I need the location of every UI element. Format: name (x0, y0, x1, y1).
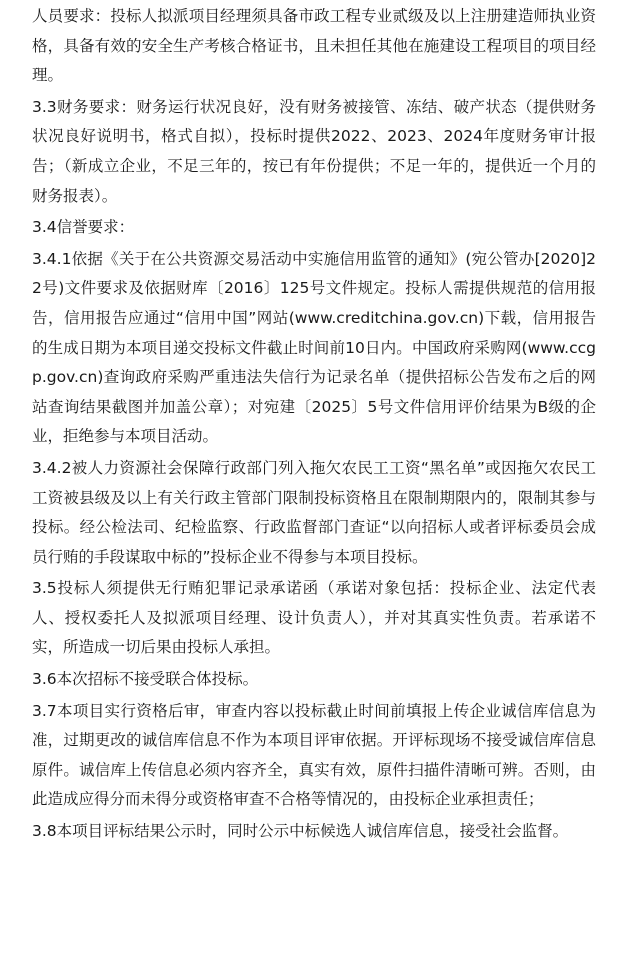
paragraph-3-4-credit-requirements: 3.4信誉要求： (32, 218, 135, 237)
paragraph-3-4-2-blacklist: 3.4.2被人力资源社会保障行政部门列入拖欠农民工工资“黑名单”或因拖欠农民工工资被县级及以上有关行政主管部门限制投标资格且在限制期限内的，限制其参与投标。经公检法司、纪检监察、行政监督部门查证“以向招标人或者评标委员会成员行贿的手段谋取中标的”投标企业不得参与本项目投标。 (32, 458, 596, 566)
paragraph-3-6-no-consortium: 3.6本次招标不接受联合体投标。 (32, 670, 259, 689)
paragraph-3-4-1-credit-report: 3.4.1依据《关于在公共资源交易活动中实施信用监管的通知》(宛公管办[2020]22号)文件要求及依据财库〔2016〕125号文件规定。投标人需提供规范的信用报告，信用报告应通过“信用中国”网站(www.creditchina.gov.cn)下载，信用报告的生成日期为本项目递交投标文件截止时间前10日内。中国政府采购网(www.ccgp.gov.cn)查询政府采购严重违法失信行为记录名单（提供招标公告发布之后的网站查询结果截图并加盖公章）；对宛建〔2025〕5号文件信用评价结果为B级的企业，拒绝参与本项目活动。 (32, 249, 596, 446)
paragraph-3-7-post-qualification: 3.7本项目实行资格后审，审查内容以投标截止时间前填报上传企业诚信库信息为准，过期更改的诚信库信息不作为本项目评审依据。开评标现场不接受诚信库信息原件。诚信库上传信息必须内容齐全，真实有效，原件扫描件清晰可辨。否则，由此造成应得分而未得分或资格审查不合格等情况的，由投标企业承担责任； (32, 701, 596, 809)
paragraph-3-8-publicity: 3.8本项目评标结果公示时，同时公示中标候选人诚信库信息，接受社会监督。 (32, 822, 569, 841)
paragraph-3-5-no-bribery-pledge: 3.5投标人须提供无行贿犯罪记录承诺函（承诺对象包括：投标企业、法定代表人、授权委托人及拟派项目经理、设计负责人），并对其真实性负责。若承诺不实，所造成一切后果由投标人承担。 (32, 579, 596, 657)
paragraph-personnel-requirements: 人员要求：投标人拟派项目经理须具备市政工程专业贰级及以上注册建造师执业资格，具备有效的安全生产考核合格证书，且未担任其他在施建设工程项目的项目经理。 (32, 7, 596, 85)
paragraph-3-3-financial-requirements: 3.3财务要求：财务运行状况良好，没有财务被接管、冻结、破产状态（提供财务状况良好说明书，格式自拟），投标时提供2022、2023、2024年度财务审计报告；（新成立企业，不足三年的，按已有年份提供；不足一年的，提供近一个月的财务报表）。 (32, 97, 596, 205)
document-page (32, 2, 596, 849)
